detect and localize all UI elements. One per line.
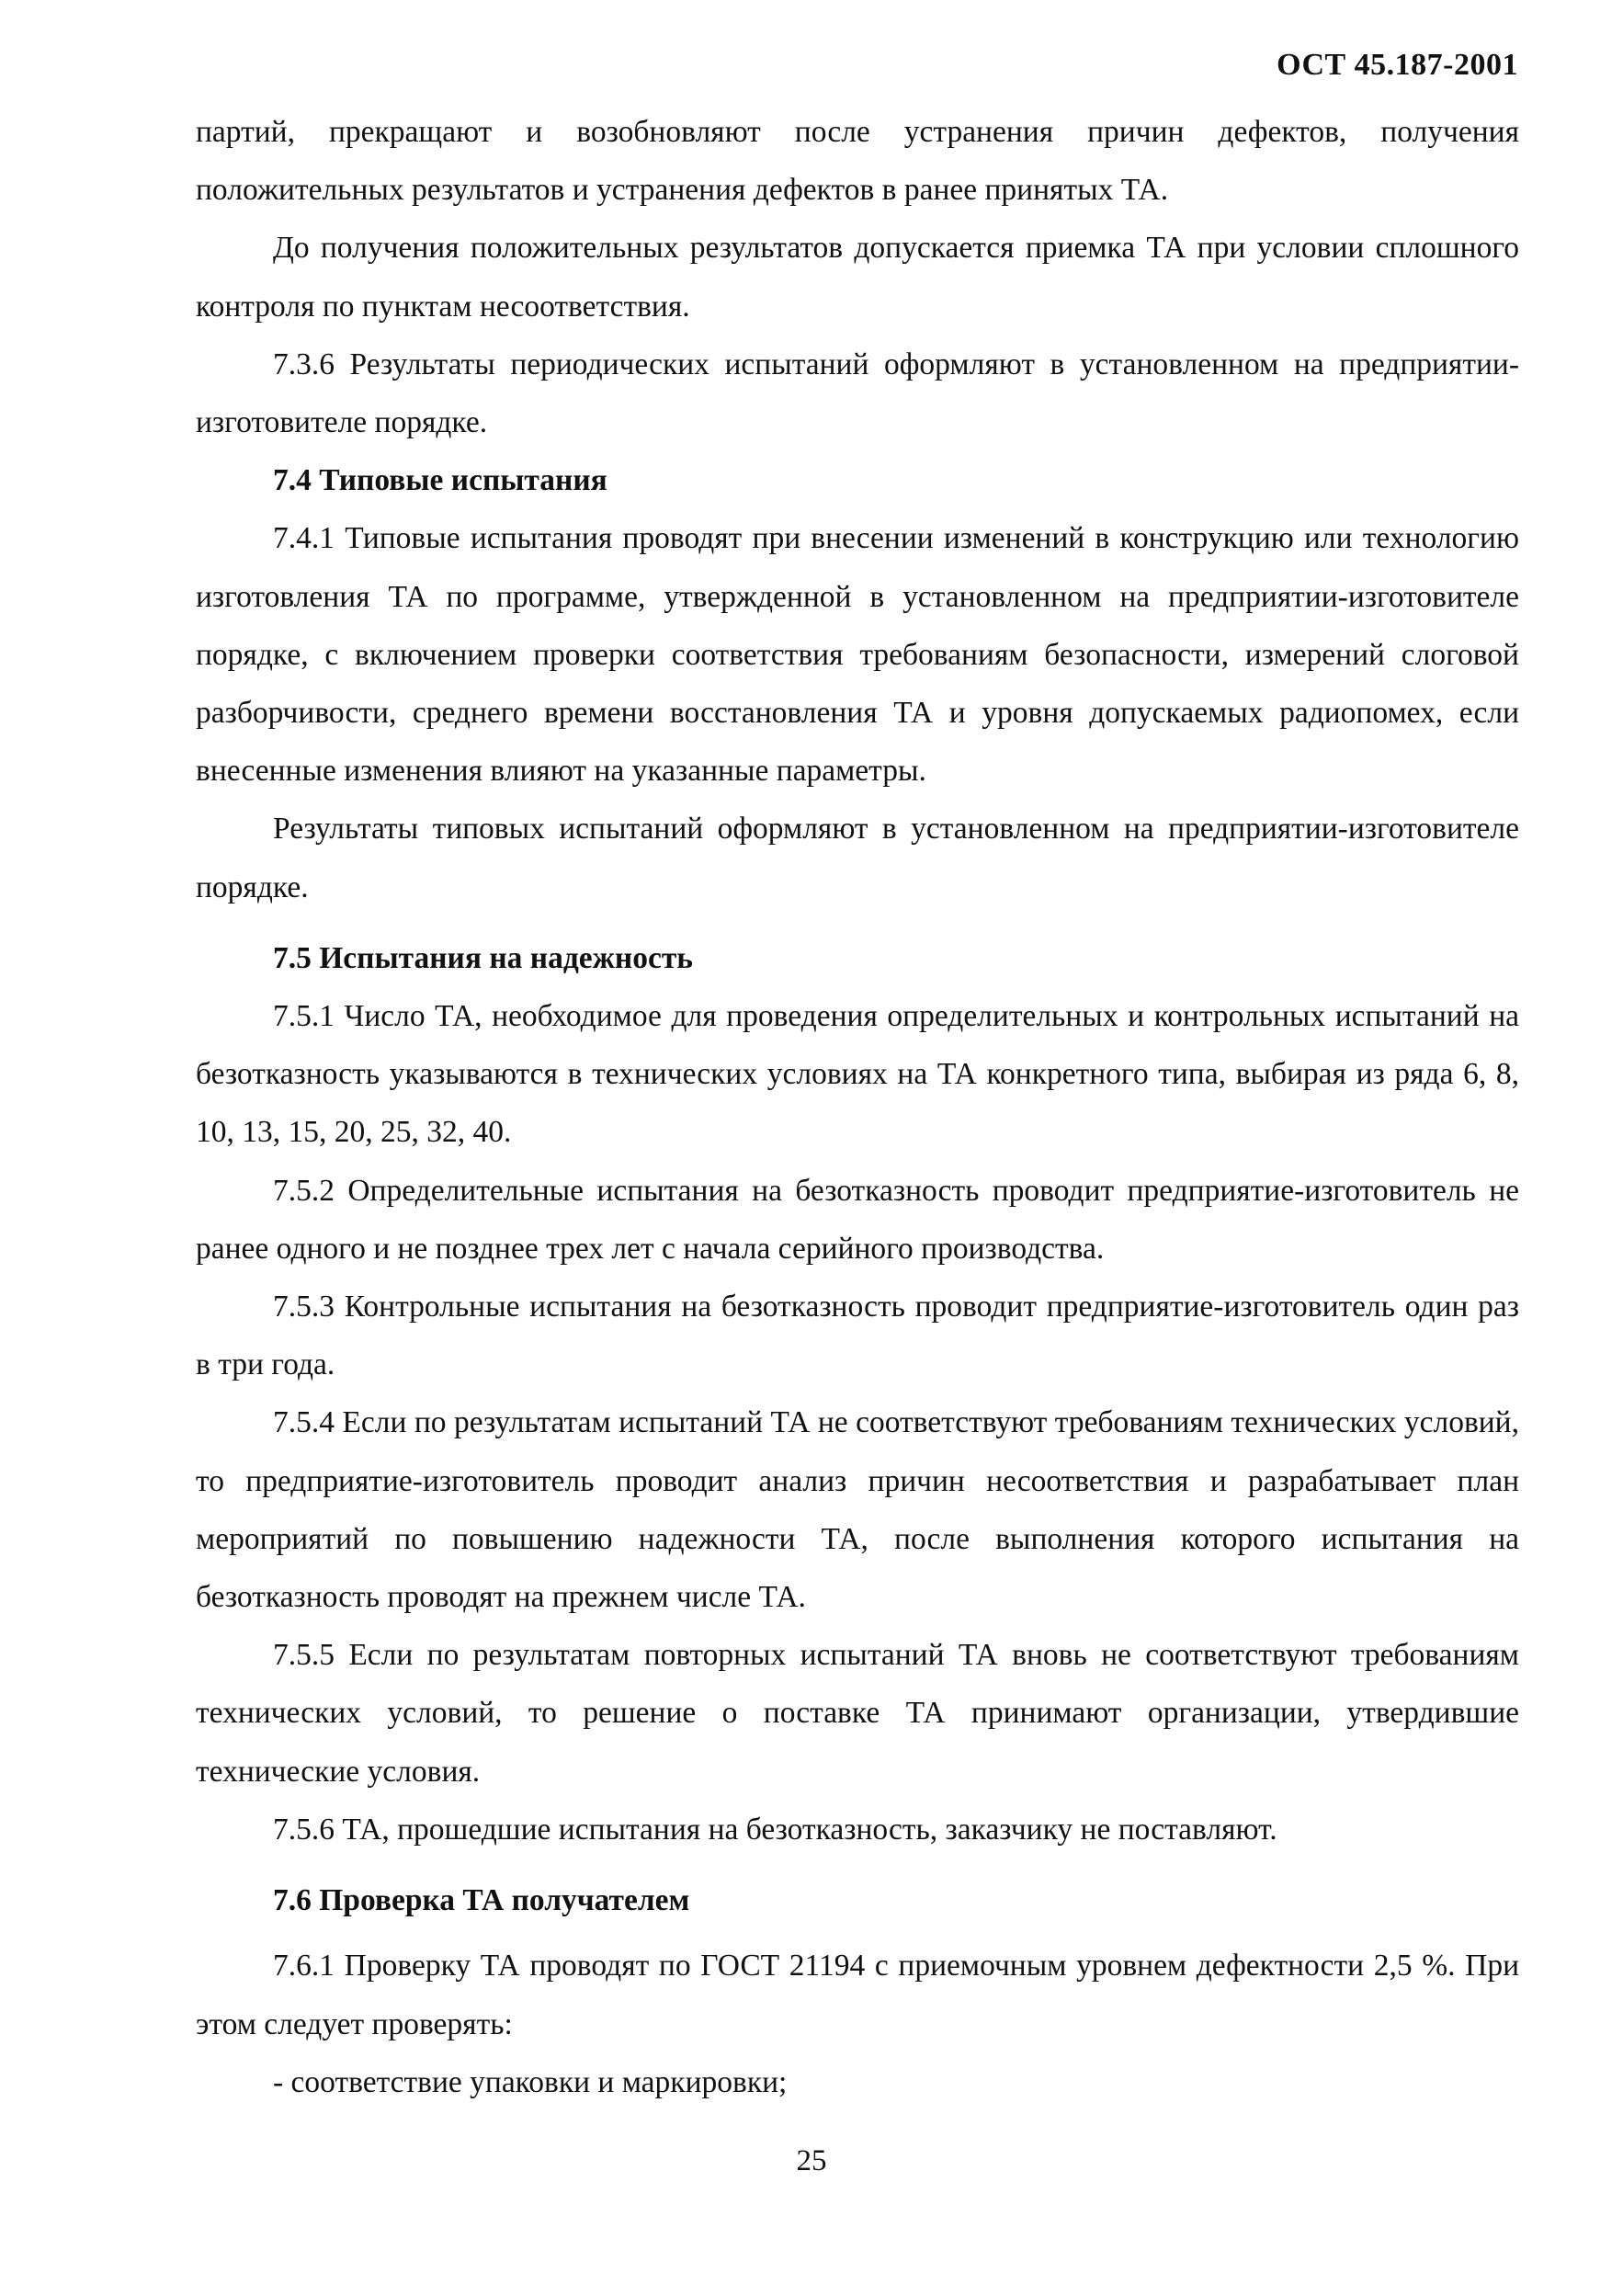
paragraph: Результаты типовых испытаний оформляют в установленном на предприятии-изготовителе порядке. (196, 812, 1519, 904)
paragraph-7-5-2: 7.5.2 Определительные испытания на безотказность проводит предприятие-изготовитель не ранее одного и не позднее трех лет с начала серийного производства. (196, 1173, 1519, 1266)
paragraph-continuation: партий, прекращают и возобновляют после устранения причин дефектов, получения положительных результатов и устранения дефектов в ранее принятых ТА. (196, 115, 1519, 208)
section-heading-7-5: 7.5 Испытания на надежность (273, 940, 694, 975)
paragraph-7-6-1: 7.6.1 Проверку ТА проводят по ГОСТ 21194 с приемочным уровнем дефектности 2,5 %. При этом следует проверять: (196, 1949, 1519, 2041)
paragraph-7-5-1: 7.5.1 Число ТА, необходимое для проведения определительных и контрольных испытаний на безотказность указываются в технических условиях на ТА конкретного типа, выбирая из ряда 6, 8, 10, 13, 15, 20, 25, 32, 40. (196, 999, 1519, 1150)
page-number: 25 (796, 2144, 827, 2177)
section-heading-7-6: 7.6 Проверка ТА получателем (273, 1883, 690, 1918)
document-code: ОСТ 45.187-2001 (1277, 48, 1518, 82)
paragraph-7-4-1: 7.4.1 Типовые испытания проводят при внесении изменений в конструкцию или технологию изготовления ТА по программе, утвержденной в установленном на предприятии-изготовителе порядке, с включением проверки соответствия требованиям безопасности, измерений слоговой разборчивости, среднего времени восстановления ТА и уровня допускаемых радиопомех, если внесенные изменения влияют на указанные параметры. (196, 521, 1519, 789)
paragraph: До получения положительных результатов допускается приемка ТА при условии сплошного контроля по пунктам несоответствия. (196, 231, 1519, 324)
section-heading-7-4: 7.4 Типовые испытания (273, 463, 607, 498)
paragraph-7-5-3: 7.5.3 Контрольные испытания на безотказность проводит предприятие-изготовитель один раз в три года. (196, 1290, 1519, 1382)
paragraph-7-5-5: 7.5.5 Если по результатам повторных испытаний ТА вновь не соответствуют требованиям технических условий, то решение о поставке ТА принимают организации, утвердившие технические условия. (196, 1638, 1519, 1789)
list-item: - соответствие упаковки и маркировки; (273, 2064, 788, 2099)
paragraph-7-3-6: 7.3.6 Результаты периодических испытаний оформляют в установленном на предприятии-изготовителе порядке. (196, 347, 1519, 440)
body-text (196, 103, 1519, 2111)
paragraph-7-5-6: 7.5.6 ТА, прошедшие испытания на безотказность, заказчику не поставляют. (273, 1812, 1277, 1847)
paragraph-7-5-4: 7.5.4 Если по результатам испытаний ТА не соответствуют требованиям технических условий, то предприятие-изготовитель проводит анализ причин несоответствия и разрабатывает план мероприятий по повышению надежности ТА, после выполнения которого испытания на безотказность проводят на прежнем числе ТА. (196, 1405, 1519, 1615)
